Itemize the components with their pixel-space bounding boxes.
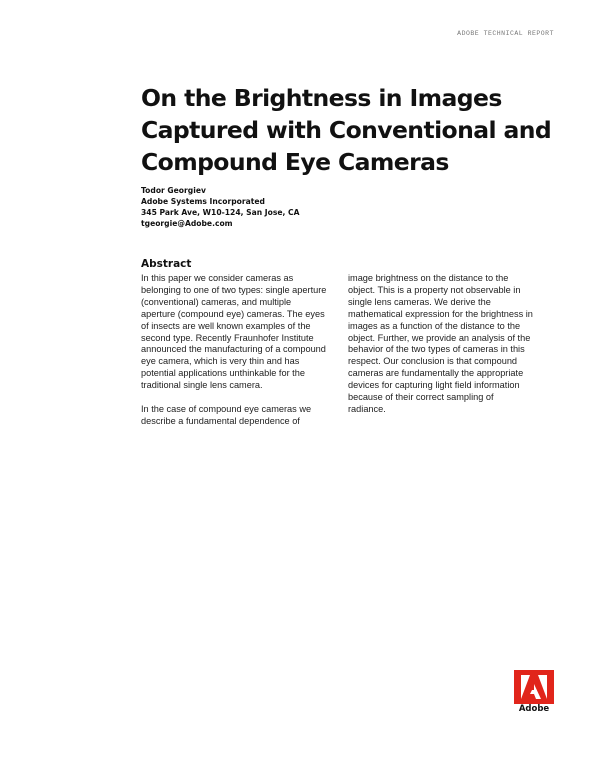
title-line: Captured with Conventional and (141, 116, 552, 144)
text-line: describe a fundamental dependence of (141, 415, 300, 426)
author-email: tgeorgie@Adobe.com (141, 219, 233, 228)
text-line: traditional single lens camera. (141, 380, 263, 391)
text-line: because of their correct sampling of (348, 392, 494, 403)
text-line: single lens cameras. We derive the (348, 296, 491, 307)
text-line: mathematical expression for the brightness in (348, 308, 533, 319)
text-line: images as a function of the distance to the (348, 320, 521, 331)
text-line: image brightness on the distance to the (348, 273, 509, 283)
paper-title (141, 82, 571, 178)
title-line: On the Brightness in Images (141, 84, 502, 112)
adobe-logo-mark-icon (514, 670, 554, 704)
text-line: In this paper we consider cameras as (141, 273, 294, 283)
report-header-label: ADOBE TECHNICAL REPORT (457, 30, 554, 37)
abstract-right-column (348, 273, 563, 428)
abstract-left-column (141, 273, 356, 440)
text-line: of insects are well known examples of the (141, 320, 311, 331)
text-line: cameras are fundamentally the appropriate (348, 368, 524, 379)
text-line: belonging to one of two types: single aperture (141, 284, 327, 295)
text-line: eye camera, which is very thin and has (141, 356, 300, 367)
adobe-logo-text: Adobe (518, 704, 550, 714)
text-line: respect. Our conclusion is that compound (348, 356, 518, 367)
text-line: devices for capturing light field information (348, 380, 520, 391)
text-line: object. This is a property not observable in (348, 284, 521, 295)
abstract-paragraph (141, 404, 356, 428)
abstract-heading: Abstract (141, 258, 192, 270)
text-line: announced the manufacturing of a compound (141, 344, 326, 355)
text-line: object. Further, we provide an analysis of the (348, 332, 531, 343)
abstract-paragraph (348, 273, 563, 416)
text-line: second type. Recently Fraunhofer Institute (141, 332, 314, 343)
author-organization: Adobe Systems Incorporated (141, 197, 265, 206)
text-line: aperture (compound eye) cameras. The eyes (141, 308, 325, 319)
author-name: Todor Georgiev (141, 186, 206, 195)
title-line: Compound Eye Cameras (141, 148, 449, 176)
text-line: potential applications unthinkable for the (141, 368, 305, 379)
author-block (141, 185, 299, 229)
text-line: In the case of compound eye cameras we (141, 404, 312, 415)
author-address: 345 Park Ave, W10-124, San Jose, CA (141, 208, 300, 217)
text-line: behavior of the two types of cameras in this (348, 344, 525, 355)
text-line: (conventional) cameras, and multiple (141, 296, 292, 307)
abstract-paragraph (141, 273, 356, 392)
text-line: radiance. (348, 403, 386, 414)
